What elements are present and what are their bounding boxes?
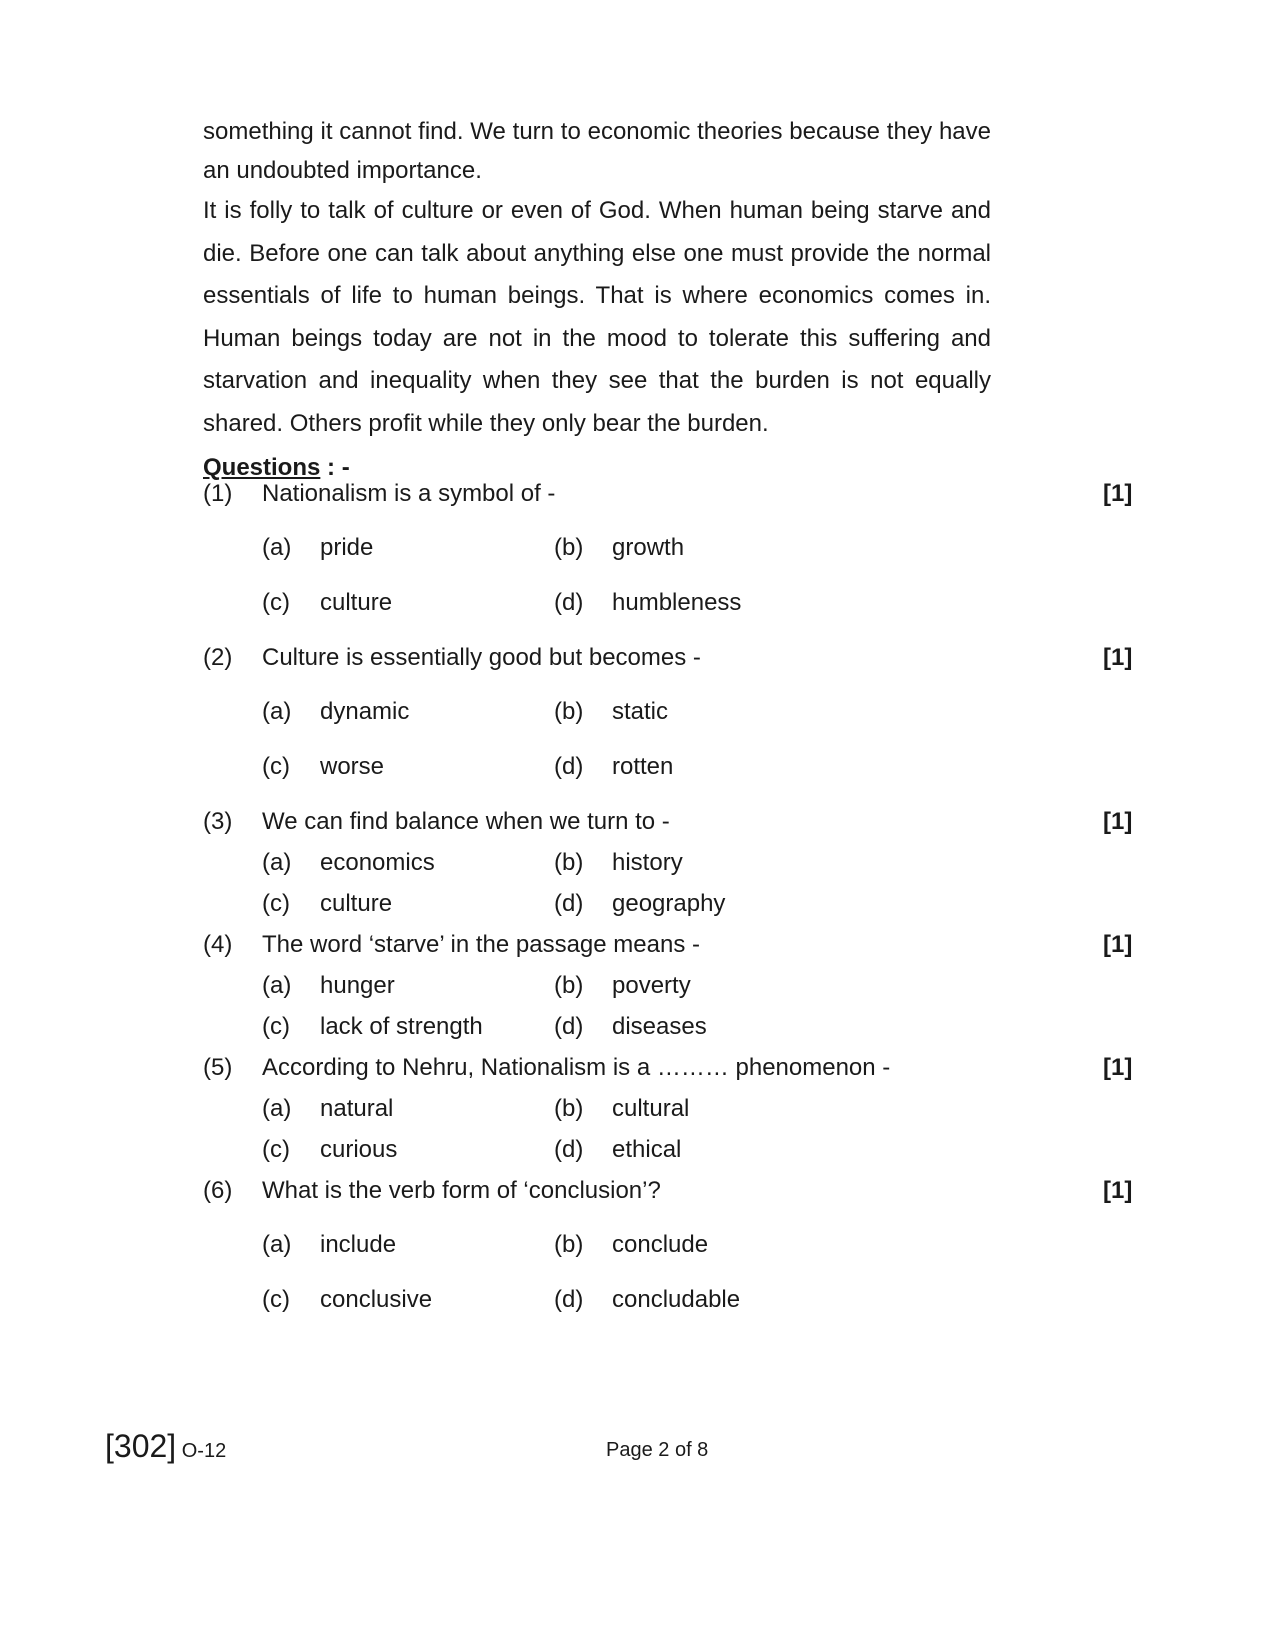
option-text: conclude [612,1231,709,1258]
paper-code [105,1426,226,1473]
option-label: (a) [262,972,292,999]
option-label: (d) [554,1286,584,1313]
option-text: rotten [612,753,674,780]
option-row [0,532,1275,564]
option-label: (a) [262,1231,292,1258]
option-label: (d) [554,1013,584,1040]
option-row [0,1229,1275,1261]
option-text: economics [320,849,435,876]
option-label: (c) [262,890,290,917]
question-number: (6) [203,1177,233,1204]
option-label: (b) [554,972,584,999]
question-number: (3) [203,808,233,835]
option-text: curious [320,1136,398,1163]
question-number: (2) [203,644,233,671]
option-text: hunger [320,972,395,999]
paper-set: O-12 [176,1440,227,1462]
question-number: (4) [203,931,233,958]
option-row [0,1011,1275,1043]
option-label: (b) [554,1095,584,1122]
question-marks: [1] [1103,808,1133,835]
option-text: conclusive [320,1286,433,1313]
question-text: The word ‘starve’ in the passage means - [262,931,700,958]
option-label: (d) [554,1136,584,1163]
option-label: (d) [554,753,584,780]
option-row [0,970,1275,1002]
option-text: diseases [612,1013,707,1040]
question-row [0,478,1275,510]
option-text: culture [320,589,393,616]
option-text: geography [612,890,726,917]
option-text: natural [320,1095,394,1122]
option-text: humbleness [612,589,742,616]
option-label: (b) [554,1231,584,1258]
option-label: (d) [554,890,584,917]
option-text: include [320,1231,397,1258]
option-label: (c) [262,753,290,780]
option-text: poverty [612,972,691,999]
option-text: culture [320,890,393,917]
question-number: (1) [203,480,233,507]
question-row [0,929,1275,961]
questions-heading-suffix: : - [320,454,350,481]
option-label: (c) [262,589,290,616]
option-text: concludable [612,1286,741,1313]
option-text: lack of strength [320,1013,483,1040]
option-text: history [612,849,683,876]
question-marks: [1] [1103,644,1133,671]
option-text: static [612,698,669,725]
option-row [0,696,1275,728]
option-text: worse [320,753,385,780]
option-row [0,587,1275,619]
option-label: (b) [554,698,584,725]
question-text: Nationalism is a symbol of - [262,480,556,507]
passage-paragraph: something it cannot find. We turn to economic theories because they have an undoubted importance. [203,118,991,184]
paper-code-number: [302] [105,1428,177,1464]
option-label: (a) [262,698,292,725]
question-number: (5) [203,1054,233,1081]
option-row [0,888,1275,920]
question-marks: [1] [1103,1177,1133,1204]
question-text: Culture is essentially good but becomes - [262,644,701,671]
question-row [0,1175,1275,1207]
option-row [0,1134,1275,1166]
option-text: growth [612,534,685,561]
question-marks: [1] [1103,1054,1133,1081]
option-label: (c) [262,1136,290,1163]
question-text: According to Nehru, Nationalism is a ……… phenomenon - [262,1054,891,1081]
option-label: (c) [262,1013,290,1040]
option-label: (c) [262,1286,290,1313]
option-text: pride [320,534,374,561]
question-row [0,642,1275,674]
page-number: Page 2 of 8 [606,1439,709,1461]
option-text: dynamic [320,698,410,725]
question-row [0,1052,1275,1084]
option-row [0,751,1275,783]
option-label: (a) [262,1095,292,1122]
option-label: (a) [262,534,292,561]
option-label: (d) [554,589,584,616]
passage-paragraph: It is folly to talk of culture or even of God. When human being starve and die. Before one can talk about anything else one must provide the normal essentials of life to human beings. That is where economics comes in. Human beings today are not in the mood to tolerate this suffering and starvation and inequality when they see that the burden is not equally shared. Others profit while they only bear the burden. [203,197,991,437]
question-text: What is the verb form of ‘conclusion’? [262,1177,661,1204]
passage [203,112,991,445]
option-row [0,847,1275,879]
question-marks: [1] [1103,931,1133,958]
question-row [0,806,1275,838]
question-text: We can find balance when we turn to - [262,808,670,835]
option-text: cultural [612,1095,690,1122]
option-label: (a) [262,849,292,876]
option-text: ethical [612,1136,682,1163]
option-row [0,1284,1275,1316]
option-label: (b) [554,849,584,876]
option-label: (b) [554,534,584,561]
question-marks: [1] [1103,480,1133,507]
option-row [0,1093,1275,1125]
questions-heading-label: Questions [203,454,321,481]
